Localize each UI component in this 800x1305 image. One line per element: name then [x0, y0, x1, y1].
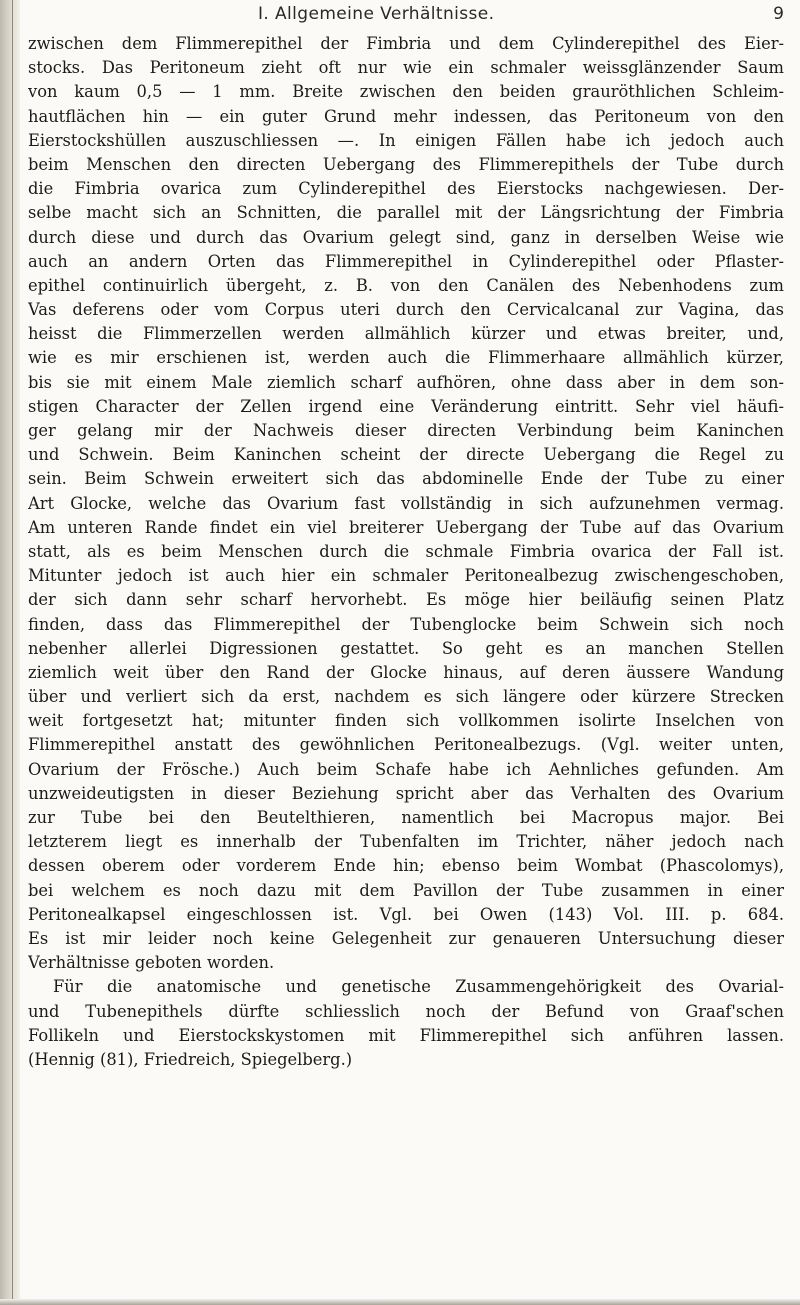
- text-line: bis sie mit einem Male ziemlich scharf aufhören, ohne dass aber in dem son-: [28, 372, 784, 392]
- page-gutter: [0, 0, 20, 1305]
- text-line: unzweideutigsten in dieser Beziehung spricht aber das Verhalten des Ovarium: [28, 783, 784, 803]
- text-line: ziemlich weit über den Rand der Glocke hinaus, auf deren äussere Wandung: [28, 662, 784, 682]
- text-line: Peritonealkapsel eingeschlossen ist. Vgl. bei Owen (143) Vol. III. p. 684.: [28, 904, 784, 924]
- text-line: Vas deferens oder vom Corpus uteri durch den Cervicalcanal zur Vagina, das: [28, 300, 784, 320]
- text-line: Am unteren Rande findet ein viel breiterer Uebergang der Tube auf das Ovarium: [28, 517, 784, 537]
- text-line: der sich dann sehr scharf hervorhebt. Es möge hier beiläufig seinen Platz: [28, 590, 784, 610]
- text-line: die Fimbria ovarica zum Cylinderepithel des Eierstocks nachgewiesen. Der-: [28, 179, 784, 199]
- text-line: ger gelang mir der Nachweis dieser directen Verbindung beim Kaninchen: [28, 421, 784, 440]
- gutter-shadow-line: [12, 0, 13, 1305]
- text-line: auch an andern Orten das Flimmerepithel in Cylinderepithel oder Pflaster-: [28, 251, 784, 271]
- text-line: letzterem liegt es innerhalb der Tubenfalten im Trichter, näher jedoch nach: [28, 832, 784, 852]
- text-line: Für die anatomische und genetische Zusammengehörigkeit des Ovarial-: [53, 977, 784, 997]
- text-line: stigen Character der Zellen irgend eine Veränderung eintritt. Sehr viel häufi-: [28, 396, 784, 416]
- text-line: Follikeln und Eierstockskystomen mit Flimmerepithel sich anführen lassen.: [28, 1025, 784, 1045]
- running-head: [0, 4, 800, 28]
- text-line: finden, dass das Flimmerepithel der Tubenglocke beim Schwein sich noch: [28, 614, 784, 634]
- text-line: weit fortgesetzt hat; mitunter finden sich vollkommen isolirte Inselchen von: [28, 711, 784, 731]
- text-line: nebenher allerlei Digressionen gestattet. So geht es an manchen Stellen: [28, 638, 784, 658]
- text-line: Eierstockshüllen auszuschliessen —. In einigen Fällen habe ich jedoch auch: [28, 130, 784, 150]
- text-line: dessen oberem oder vorderem Ende hin; ebenso beim Wombat (Phascolomys),: [28, 856, 784, 876]
- text-line: zur Tube bei den Beutelthieren, namentlich bei Macropus major. Bei: [28, 808, 784, 827]
- text-line: Mitunter jedoch ist auch hier ein schmaler Peritonealbezug zwischengeschoben,: [28, 566, 784, 586]
- text-line: selbe macht sich an Schnitten, die parallel mit der Längsrichtung der Fimbria: [28, 203, 784, 223]
- text-line: Verhältnisse geboten worden.: [28, 953, 275, 973]
- text-line: und Schwein. Beim Kaninchen scheint der directe Uebergang die Regel zu: [28, 445, 784, 465]
- text-line: von kaum 0,5 — 1 mm. Breite zwischen den beiden grauröthlichen Schleim-: [28, 82, 784, 102]
- text-line: bei welchem es noch dazu mit dem Pavillon der Tube zusammen in einer: [28, 880, 784, 900]
- text-line: hautflächen hin — ein guter Grund mehr indessen, das Peritoneum von den: [28, 106, 784, 126]
- text-line: Es ist mir leider noch keine Gelegenheit zur genaueren Untersuchung dieser: [28, 928, 784, 948]
- text-line: wie es mir erschienen ist, werden auch die Flimmerhaare allmählich kürzer,: [28, 348, 784, 368]
- page-number: 9: [773, 4, 784, 24]
- body-text: [28, 32, 784, 1072]
- text-line: statt, als es beim Menschen durch die schmale Fimbria ovarica der Fall ist.: [28, 541, 784, 561]
- text-line: epithel continuirlich übergeht, z. B. von den Canälen des Nebenhodens zum: [28, 275, 784, 295]
- text-line: über und verliert sich da erst, nachdem es sich längere oder kürzere Strecken: [28, 687, 784, 707]
- text-line: sein. Beim Schwein erweitert sich das abdominelle Ende der Tube zu einer: [28, 469, 784, 489]
- text-line: (Hennig (81), Friedreich, Spiegelberg.): [28, 1049, 353, 1069]
- text-line: Flimmerepithel anstatt des gewöhnlichen Peritonealbezugs. (Vgl. weiter unten,: [28, 735, 784, 755]
- chapter-title: I. Allgemeine Verhältnisse.: [258, 4, 495, 24]
- text-line: beim Menschen den directen Uebergang des Flimmerepithels der Tube durch: [28, 154, 784, 174]
- text-line: heisst die Flimmerzellen werden allmählich kürzer und etwas breiter, und,: [28, 324, 784, 344]
- text-line: stocks. Das Peritoneum zieht oft nur wie ein schmaler weissglänzender Saum: [28, 58, 784, 78]
- page-bottom-edge: [0, 1299, 800, 1305]
- text-line: zwischen dem Flimmerepithel der Fimbria und dem Cylinderepithel des Eier-: [28, 34, 784, 53]
- text-line: und Tubenepithels dürfte schliesslich noch der Befund von Graaf'schen: [28, 1001, 784, 1021]
- text-line: Art Glocke, welche das Ovarium fast vollständig in sich aufzunehmen vermag.: [28, 493, 784, 513]
- text-line: Ovarium der Frösche.) Auch beim Schafe habe ich Aehnliches gefunden. Am: [28, 759, 784, 779]
- text-line: durch diese und durch das Ovarium gelegt sind, ganz in derselben Weise wie: [28, 227, 784, 247]
